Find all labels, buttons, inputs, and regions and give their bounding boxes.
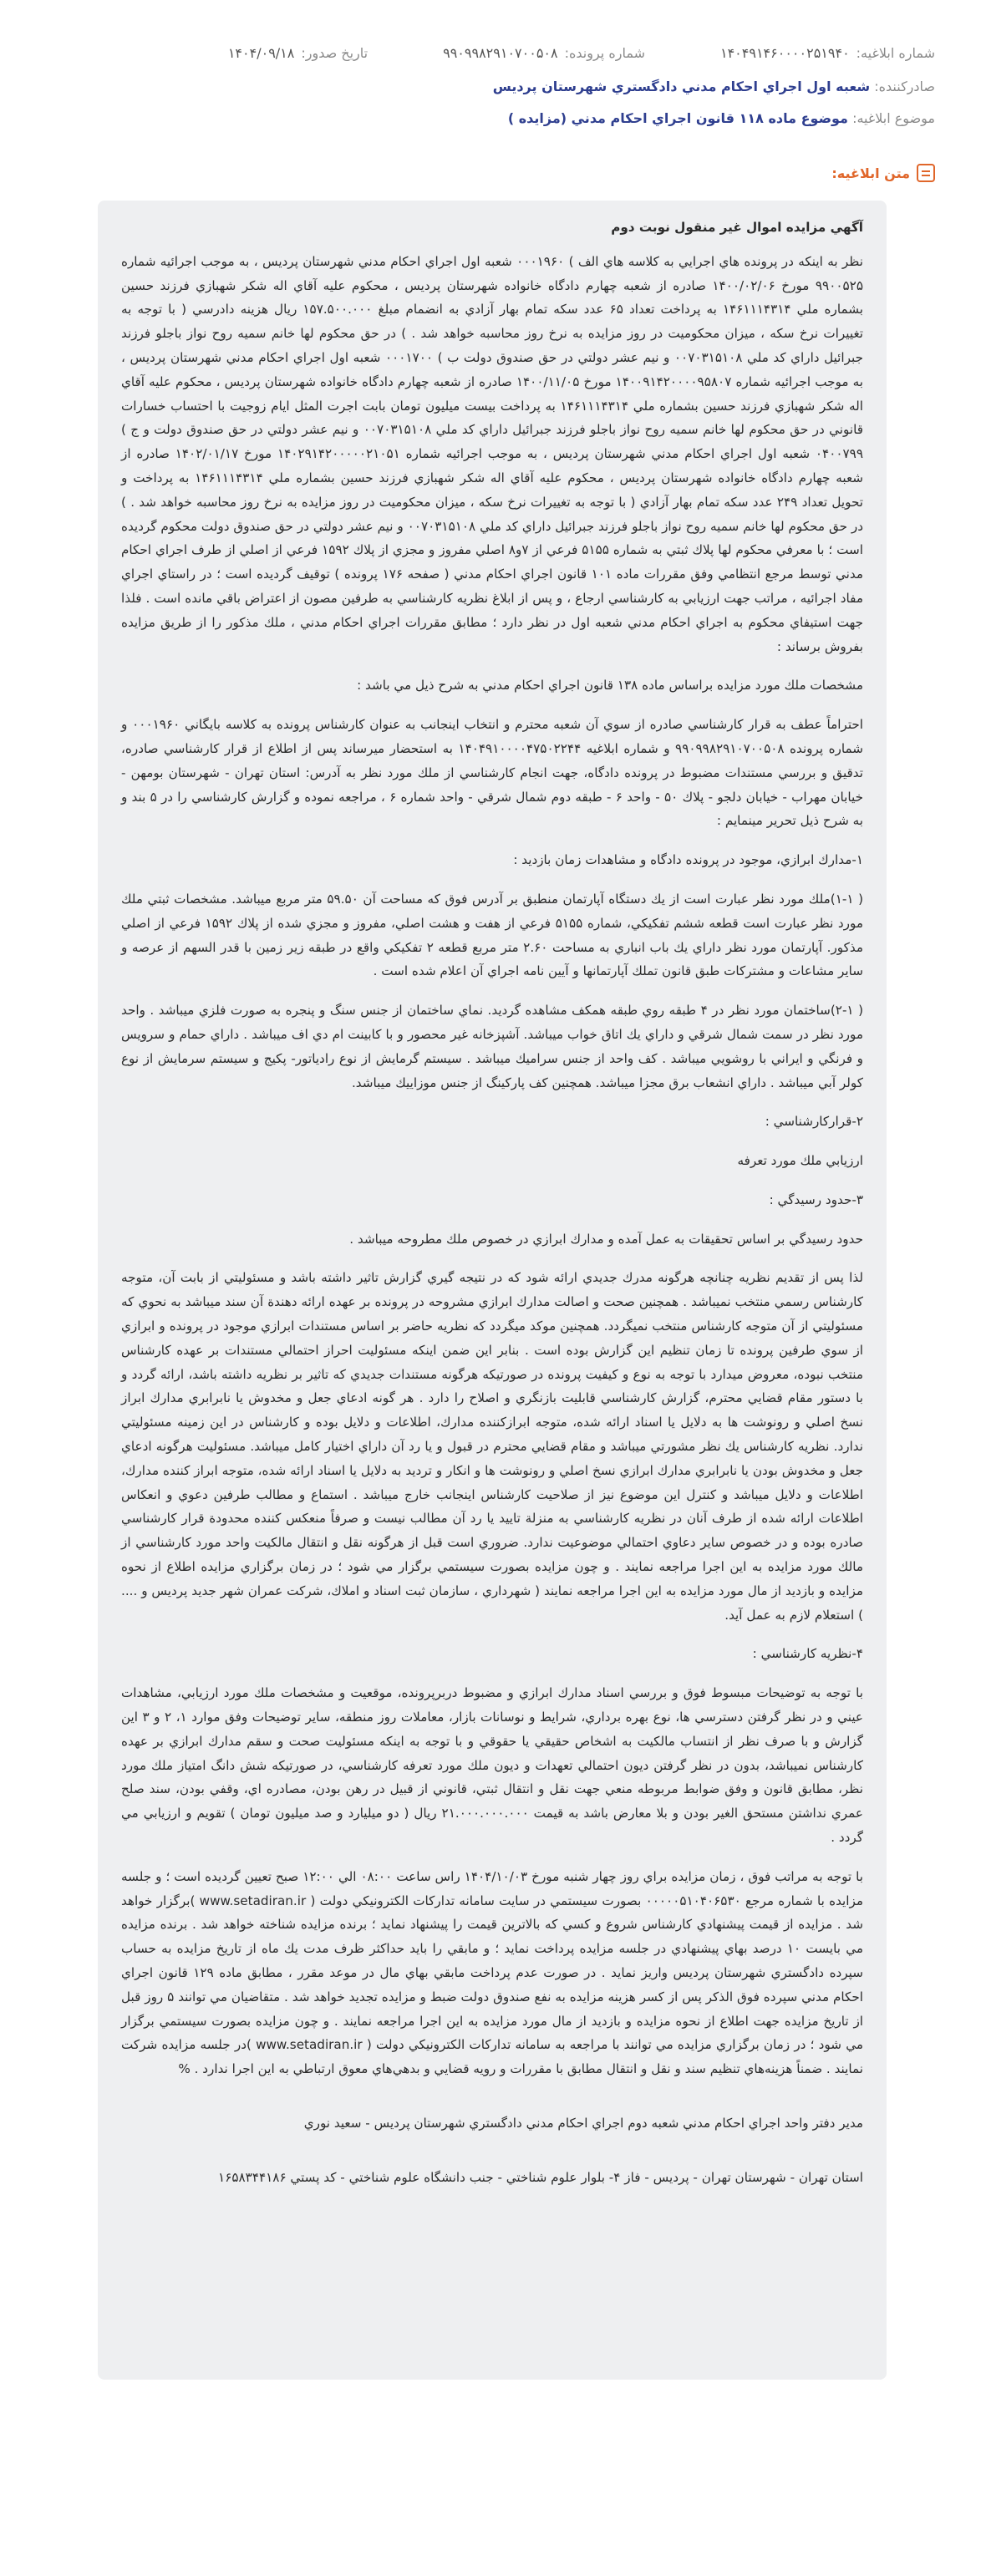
paragraph-expert-intro: احتراماً عطف به قرار كارشناسي صادره از سوي آن شعبه محترم و انتخاب اينجانب به عنوان كارشناس پرونده به كلاسه بايگاني ۰۰۰۱۹۶۰ و شماره پرونده ۹۹۰۹۹۸۲۹۱۰۷۰۰۵۰۸ و شماره ابلاغيه ۱۴۰۴۹۱۰۰۰۰۴۷۵۰۲۲۴۴ به استحضار ميرساند پس از اطلاع از قرار كارشناسي صادره، تدقيق و بررسي مستندات مضبوط در پرونده دادگاه، جهت انجام كارشناسي از ملك مورد نظر به آدرس: استان تهران - شهرستان بومهن - خيابان مهراب - خيابان دلجو - پلاك ۵۰ - واحد ۶ - طبقه دوم شمال شرقي - واحد شماره ۶ ، مراجعه نموده و گزارش كارشناسي را در ۵ بند و به شرح ذيل تحرير مينمايم :: [121, 717, 864, 829]
case-number-label: شماره پرونده:: [564, 45, 645, 61]
signature: مدير دفتر واحد اجراي احكام مدني شعبه دوم اجراي احكام مدني دادگستري شهرستان پرديس - سعيد نوري: [303, 2115, 863, 2131]
notice-text-heading: [831, 164, 935, 182]
spec-heading: مشخصات ملك مورد مزايده براساس ماده ۱۳۸ قانون اجراي احكام مدني به شرح ذيل مي باشد :: [357, 678, 863, 694]
section-3-text: حدود رسيدگي بر اساس تحقيقات به عمل آمده و مدارك ابرازي در خصوص ملك مطروحه ميباشد .: [349, 1231, 863, 1247]
issuer-row: [46, 79, 935, 94]
case-number: [443, 45, 645, 61]
address: استان تهران - شهرستان تهران - پرديس - فاز ۴- بلوار علوم شناختي - جنب دانشگاه علوم شناختي - كد پستي ۱۶۵۸۳۴۴۱۸۶: [218, 2169, 863, 2185]
subject-value: موضوع ماده ۱۱۸ قانون اجراي احكام مدني (مزايده ): [507, 110, 848, 126]
issuer-label: صادرکننده:: [874, 79, 935, 94]
notice-text-title: متن ابلاغیه:: [831, 165, 910, 181]
paragraph-valuation: با توجه به توضيحات مبسوط فوق و بررسي اسناد مدارك ابرازي و مضبوط دربرپرونده، موقعيت و مشخصات ملك مورد ارزيابي، مشاهدات عيني و در نظر گرفتن دسترسي ها، نوع بهره برداري، شرايط و نوسانات بازار، معاملات روز منطقه، ساير توضيحات وفق موارد ۱، ۲ و ۳ اين گزارش و با صرف نظر از انتساب مالكيت به اشخاص حقيقي يا حقوقي و با توجه به اينكه مسئوليت صحت و سقم مدارك ابرازي بر عهده كارشناس نميباشد، بدون در نظر گرفتن ديون احتمالي تعهدات و ديون ملك مورد تعرفه كارشناسي، در صورتيكه شش دانگ امتياز ملك مورد نظر، مطابق قانون و وفق ضوابط مربوطه منعي جهت نقل و انتقال ثبتي، قانوني از قبيل در رهن بودن، مصادره اي، وقفي بودن، سند صلح عمري نداشتن مستحق الغير بودن و بلا معارض باشد به قيمت ۲۱.۰۰۰.۰۰۰.۰۰۰ ريال ( دو ميليارد و صد ميليون تومان ) تقويم و ارزيابي مي گردد .: [121, 1685, 863, 1846]
paragraph-intro: نظر به اينكه در پرونده هاي اجرايي به كلاسه هاي الف ) ۰۰۰۱۹۶۰ شعبه اول اجراي احكام مدني شهرستان پرديس ، به موجب اجرائيه شماره ۹۹۰۰۵۲۵ مورخ ۱۴۰۰/۰۲/۰۶ صادره از شعبه چهارم دادگاه خانواده شهرستان پرديس ، محكوم عليه آقاي اله شكر شهبازي فرزند حسين بشماره ملي ۱۴۶۱۱۱۴۳۱۴ به پرداخت تعداد ۶۵ عدد سكه تمام بهار آزادي به انضمام مبلغ ۱۵۷.۵۰۰.۰۰۰ ريال هزينه دادرسي ( با توجه به تغييرات نرخ سكه ، ميزان محكوميت در روز مزايده به نرخ روز محاسبه خواهد شد . ) در حق محكوم لها خانم سميه روح نواز باجلو فرزند جبرائيل داراي كد ملي ۰۰۷۰۳۱۵۱۰۸ و نيم عشر دولتي در حق صندوق دولت ب ) ۰۰۰۱۷۰۰ شعبه اول اجراي احكام مدني شهرستان پرديس ، به موجب اجرائيه شماره ۱۴۰۰۹۱۴۲۰۰۰۰۹۵۸۰۷ مورخ ۱۴۰۰/۱۱/۰۵ صادره از شعبه چهارم دادگاه خانواده شهرستان پرديس ، محكوم عليه آقاي اله شكر شهبازي فرزند حسين بشماره ملي ۱۴۶۱۱۱۴۳۱۴ به پرداخت بيست ميليون تومان بابت اجرت المثل ايام زوجيت با احتساب خسارات قانوني در حق محكوم لها خانم سميه روح نواز باجلو فرزند جبرائيل داراي كد ملي ۰۰۷۰۳۱۵۱۰۸ و نيم عشر دولتي در حق صندوق دولت و ج ) ۰۴۰۰۷۹۹ شعبه اول اجراي احكام مدني شهرستان پرديس ، به موجب اجرائيه شماره ۱۴۰۲۹۱۴۲۰۰۰۰۰۲۱۰۵۱ مورخ ۱۴۰۲/۰۱/۱۷ صادره از شعبه چهارم دادگاه خانواده شهرستان پرديس ، محكوم عليه آقاي اله شكر شهبازي فرزند حسين بشماره ملي ۱۴۶۱۱۱۴۳۱۴ به پرداخت و تحويل تعداد ۲۴۹ عدد سكه تمام بهار آزادي ( با توجه به تغييرات نرخ سكه ، ميزان محكوميت در روز مزايده به نرخ روز محاسبه خواهد شد . ) در حق محكوم لها خانم سميه روح نواز باجلو فرزند جبرائيل داراي كد ملي ۰۰۷۰۳۱۵۱۰۸ و نيم عشر دولتي در حق صندوق دولت محكوم گرديده است ؛ با معرفي محكوم لها پلاك ثبتي به شماره ۵۱۵۵ فرعي از ۷و۸ اصلي مفروز و مجزي از پلاك ۱۵۹۲ فرعي از اصلي از طرف اجراي احكام مدني توسط مرجع انتظامي وفق مقررات ماده ۱۰۱ قانون اجراي احكام مدني ( صفحه ۱۷۶ پرونده ) توقيف گرديده است ؛ در راستاي اجراي مفاد اجرائيه ، مراتب جهت ارزيابي به كارشناسي ارجاع ، و پس از ابلاغ نظريه كارشناسي به طرفين مصون از اعتراض باقي مانده است . فلذا جهت استيفاي محكوم به اجراي احكام مدني شعبه اول در نظر دارد ؛ مطابق مقررات اجراي احكام مدني ، ملك مذكور را از طريق مزايده بفروش برساند :: [121, 253, 864, 654]
notice-body: [98, 201, 887, 2380]
paragraph-auction-terms: با توجه به مراتب فوق ، زمان مزايده براي روز چهار شنبه مورخ ۱۴۰۴/۱۰/۰۳ راس ساعت ۰۸:۰۰ الي ۱۲:۰۰ صبح تعيين گرديده است ؛ و جلسه مزايده با شماره مرجع ۰۰۰۰۰۵۱۰۴۰۶۵۳۰ بصورت سيستمي در سايت سامانه تداركات الكترونيكي دولت ( www.setadiran.ir )برگزار خواهد شد . مزايده از قيمت پيشنهادي كارشناس شروع و كسي كه بالاترين قيمت را پيشنهاد نمايد ؛ برنده مزايده شناخته خواهد شد . برنده مزايده مي بايست ۱۰ درصد بهاي پيشنهادي در جلسه مزايده پرداخت نمايد ؛ و مابقي را بايد حداكثر ظرف مدت يك ماه از تاريخ مزايده به حساب سپرده دادگستري شهرستان پرديس واريز نمايد . در صورت عدم پرداخت مابقي بهاي مال در موعد مقرر ، مطابق ماده ۱۲۹ قانون اجراي احكام مدني سپرده فوق الذكر پس از كسر هزينه مزايده به نفع صندوق دولت ضبط و مزايده تجديد خواهد شد . متقاضيان مي توانند ۵ روز قبل از تاريخ مزايده جهت اطلاع از نحوه مزايده و بازديد از مال مورد مزايده به اين اجرا مراجعه نمايند . و چون مزايده بصورت سيستمي برگزار مي شود ؛ در زمان برگزاري مزايده مي توانند با مراجعه به سامانه تداركات الكترونيكي دولت ( www.setadiran.ir )در جلسه مزايده شركت نمايند . ضمناً هزينه‌هاي تنظيم سند و نقل و انتقال مطابق با مقررات و رويه قضايي و بدهي‌هاي معوق ارتباطي به اين اجرا ندارد . %: [121, 1868, 864, 2077]
subject-row: [46, 110, 935, 126]
auction-title: آگهي مزايده اموال غير منقول نوبت دوم: [611, 220, 863, 235]
case-number-value: ۹۹۰۹۹۸۲۹۱۰۷۰۰۵۰۸: [443, 45, 558, 61]
notice-number-label: شماره ابلاغیه:: [856, 45, 935, 61]
section-2-text: ارزيابي ملك مورد تعرفه: [737, 1153, 863, 1169]
paragraph-disclaimer: لذا پس از تقديم نظريه چنانچه هرگونه مدرك جديدي ارائه شود كه در نتيجه گيري گزارش تاثير داشته باشد و مسئوليتي از بابت آن، متوجه كارشناس رسمي منتخب نميباشد . همچنين صحت و اصالت مدارك ابرازي مشروحه در پرونده بر عهده ارائه دهندة آن سند ميباشد به نحوي كه مسئوليتي از آن متوجه كارشناس منتخب نميگردد. همچنين موكد ميگردد كه نظريه حاضر بر اساس مستندات ابرازي موجود در پرونده و ابرازي از سوي طرفين پرونده تا زمان تنظيم اين گزارش بوده است . بنابر اين ضمن اينكه مسئوليت احراز احتمالي مستندات بر عهده كارشناس منتخب نبوده، معروض ميدارد با توجه به نوع و كيفيت پرونده در صورتيكه هرگونه مستندات جديدي كه تاثير بر نظريه داشته باشد، ارائه گردد و با دستور مقام قضايي محترم، گزارش كارشناسي قابليت بازنگري و اصلاح را دارد . هر گونه ادعاي جعل و مخدوش يا نابرابري مدارك ابراز نسخ اصلي و رونوشت ها به دلايل يا اسناد ارائه شده، متوجه ابرازكننده مدارك، اطلاعات و دلايل بوده و كارشناس در اين زمينه مسئوليتي ندارد. نظريه كارشناس يك نظر مشورتي ميباشد و مقام قضايي محترم در قبول و يا رد آن داراي اختيار كامل ميباشد. مسئوليت هرگونه ادعاي جعل و مخدوش بودن يا نابرابري مدارك ابرازي نسخ اصلي و رونوشت ها و انكار و ترديد به دلايل يا اسناد ارائه شده، متوجه ابراز كننده مدارك، اطلاعات و دلايل ميباشد و كنترل اين موضوع نيز از صلاحيت كارشناس اينجانب خارج ميباشد . استماع و مطالب طرفين دعوي و انعكاس اطلاعات ارائه شده از طرف آنان در نظريه كارشناسي به منزلة تاييد يا رد آن مطالب نيست و صرفاً منعكس كننده محدودة قرار كارشناسي صادره بوده و در خصوص ساير دعاوي احتمالي موضوعيت ندارد. ضروري است قبل از هرگونه نقل و انتقال مالكيت واحد مورد كارشناسي از مالك مورد مزايده به اين اجرا مراجعه نمايند . و چون مزايده بصورت سيستمي برگزار مي شود ؛ در زمان برگزاري مزايده اطلاع از نحوه مزايده و بازديد از مال مورد مزايده به اين اجرا مراجعه نمايند ( شهرداري ، سازمان ثبت اسناد و املاك، شركت عمران شهر جديد پرديس و .... ) استعلام لازم به عمل آيد.: [121, 1270, 863, 1623]
section-2-heading: ۲-قراركارشناسي :: [765, 1114, 863, 1130]
section-1-2: ( ۲-۱)ساختمان مورد نظر در ۴ طبقه روي طبقه همكف مشاهده گرديد. نماي ساختمان از جنس سنگ و پنجره به صورت فلزي ميباشد . واحد مورد نظر در سمت شمال شرقي و داراي يك اتاق خواب ميباشد. آشپزخانه غير محصور و با كابينت ام دي اف ميباشد . داراي حمام و سرويس و فرنگي و ايراني با روشويي ميباشد . كف واحد از جنس سراميك ميباشد . سيستم گرمايش از نوع رادياتور- پكيج و سيستم سرمايش از نوع كولر آبي ميباشد . داراي انشعاب برق مجزا ميباشد. همچنين كف پاركينگ از جنس موزاييك ميباشد.: [121, 1003, 863, 1090]
section-1-1: ( ۱-۱)ملك مورد نظر عبارت است از يك دستگاه آپارتمان منطبق بر آدرس فوق كه مساحت آن ۵۹.۵۰ متر مربع ميباشد. مشخصات ثبتي ملك مورد نظر عبارت است قطعه ششم تفكيكي، شماره ۵۱۵۵ فرعي از هفت و هشت اصلي، مفروز و مجزي شده از پلاك ۱۵۹۲ فرعي از اصلي مذكور. آپارتمان مورد نظر داراي يك باب انباري به مساحت ۲.۶۰ متر مربع قطعه ۲ تفكيكي واقع در طبقه زير زمين با قدر السهم از عرصه و ساير مشاعات و مشتركات طبق قانون تملك آپارتمانها و آيين نامه اجراي آن اعلام شده است .: [121, 891, 863, 979]
document-icon: [917, 164, 935, 182]
issue-date-label: تاریخ صدور:: [301, 45, 369, 61]
issue-date-value: ۱۴۰۴/۰۹/۱۸: [227, 45, 295, 61]
notice-number: [720, 45, 935, 61]
section-1-heading: ۱-مدارك ابرازي، موجود در پرونده دادگاه و مشاهدات زمان بازديد :: [513, 852, 863, 868]
notice-number-value: ۱۴۰۴۹۱۴۶۰۰۰۰۲۵۱۹۴۰: [719, 45, 850, 61]
section-3-heading: ۳-حدود رسيدگي :: [769, 1191, 863, 1207]
notice-header: [0, 0, 981, 182]
issue-date: [228, 45, 368, 61]
issuer-value: شعبه اول اجراي احكام مدني دادگستري شهرستان پرديس: [492, 79, 871, 94]
subject-label: موضوع ابلاغیه:: [852, 110, 935, 126]
section-4-heading: ۴-نظريه كارشناسي :: [752, 1646, 863, 1662]
notice-meta-row: [46, 45, 935, 61]
